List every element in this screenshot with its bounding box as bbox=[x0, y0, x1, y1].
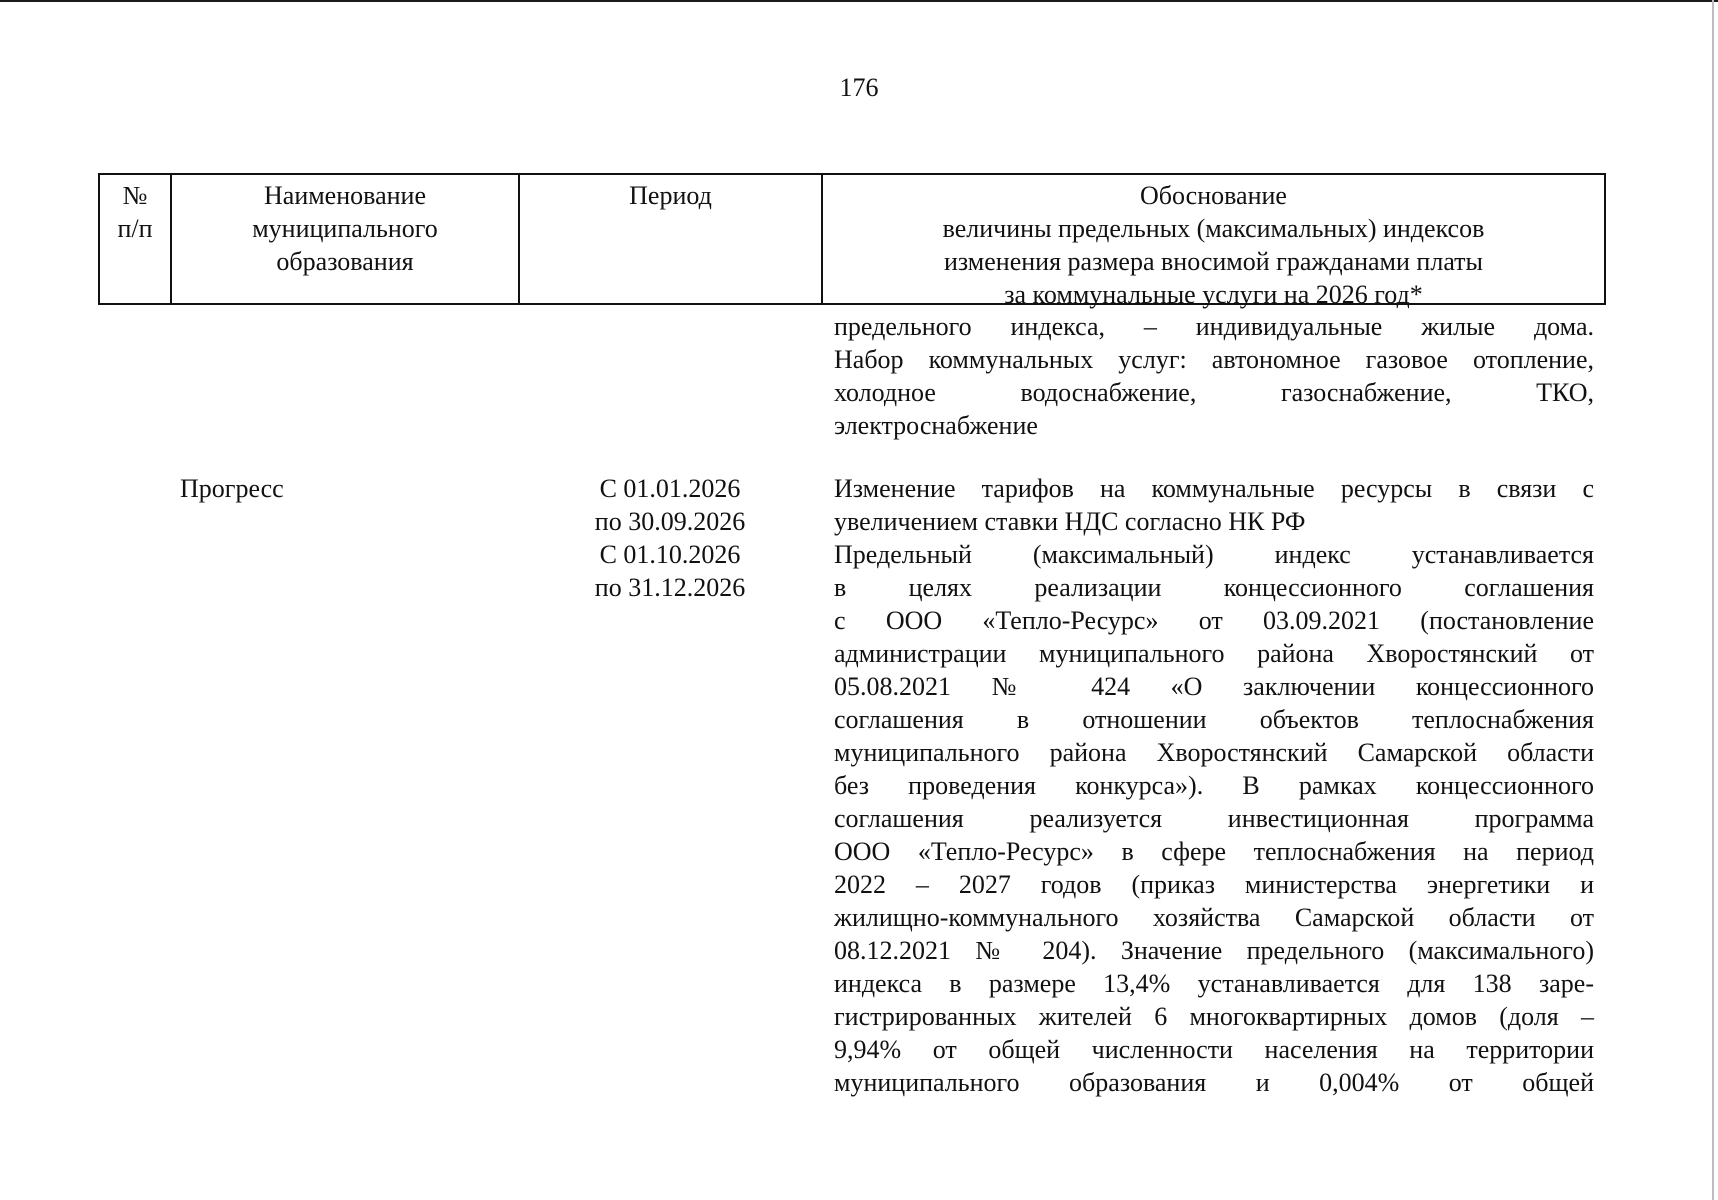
period-cell bbox=[580, 472, 760, 604]
text-line: муниципального образования и 0,004% от общей bbox=[834, 1068, 1594, 1097]
text-line: без проведения конкурса»). В рамках концессионного bbox=[834, 771, 1594, 800]
basis-text bbox=[834, 472, 1594, 1099]
text-line: Предельный (максимальный) индекс устанавливается bbox=[834, 540, 1594, 569]
header-text: Период bbox=[629, 181, 712, 210]
header-text: п/п bbox=[117, 214, 153, 243]
header-text: величины предельных (максимальных) индексов bbox=[942, 214, 1485, 243]
text-line: 05.08.2021 № 424 «О заключении концессионного bbox=[834, 672, 1594, 701]
text-line: Изменение тарифов на коммунальные ресурсы в связи с bbox=[834, 474, 1594, 503]
page-number: 176 bbox=[839, 73, 879, 102]
header-text: Обоснование bbox=[1140, 181, 1287, 210]
text-line: муниципального района Хворостянский Самарской области bbox=[834, 738, 1594, 767]
municipality-name: Прогресс bbox=[180, 474, 284, 503]
text-line: Набор коммунальных услуг: автономное газовое отопление, bbox=[834, 345, 1594, 374]
text-line: индекса в размере 13,4% устанавливается для 138 заре- bbox=[834, 969, 1594, 998]
header-text: образования bbox=[276, 247, 414, 276]
right-scan-edge bbox=[1712, 0, 1714, 1200]
text-line: холодное водоснабжение, газоснабжение, ТКО, bbox=[834, 378, 1594, 407]
header-cell-number bbox=[100, 175, 172, 303]
header-text: за коммунальные услуги на 2026 год* bbox=[1004, 280, 1423, 309]
text-line: гистрированных жителей 6 многоквартирных домов (доля – bbox=[834, 1002, 1594, 1031]
text-line: ООО «Тепло-Ресурс» в сфере теплоснабжения на период bbox=[834, 837, 1594, 866]
text-line: соглашения в отношении объектов теплоснабжения bbox=[834, 705, 1594, 734]
top-border-line bbox=[0, 0, 1718, 2]
text-line: 9,94% от общей численности населения на территории bbox=[834, 1035, 1594, 1064]
text-line: 08.12.2021 № 204). Значение предельного (максимального) bbox=[834, 936, 1594, 965]
header-cell-basis bbox=[823, 175, 1604, 309]
period-line: С 01.01.2026 bbox=[599, 474, 741, 503]
text-line: 2022 – 2027 годов (приказ министерства энергетики и bbox=[834, 870, 1594, 899]
table-header bbox=[98, 173, 1606, 309]
header-text: изменения размера вносимой гражданами платы bbox=[943, 247, 1484, 276]
text-line: электроснабжение bbox=[834, 411, 1038, 440]
header-text: Наименование bbox=[264, 181, 426, 210]
text-line: предельного индекса, – индивидуальные жилые дома. bbox=[834, 312, 1594, 341]
text-line: администрации муниципального района Хворостянский от bbox=[834, 639, 1594, 668]
carryover-basis-text bbox=[834, 310, 1594, 442]
text-line: с ООО «Тепло-Ресурс» от 03.09.2021 (постановление bbox=[834, 606, 1594, 635]
period-line: по 30.09.2026 bbox=[594, 507, 746, 536]
period-line: по 31.12.2026 bbox=[594, 573, 746, 602]
text-line: в целях реализации концессионного соглашения bbox=[834, 573, 1594, 602]
text-line: жилищно-коммунального хозяйства Самарской области от bbox=[834, 903, 1594, 932]
period-line: С 01.10.2026 bbox=[599, 540, 741, 569]
header-cell-municipality bbox=[172, 175, 520, 303]
text-line: соглашения реализуется инвестиционная программа bbox=[834, 804, 1594, 833]
header-text: № bbox=[122, 181, 148, 210]
text-line: увеличением ставки НДС согласно НК РФ bbox=[834, 507, 1306, 536]
header-cell-period bbox=[520, 175, 823, 303]
header-text: муниципального bbox=[252, 214, 438, 243]
